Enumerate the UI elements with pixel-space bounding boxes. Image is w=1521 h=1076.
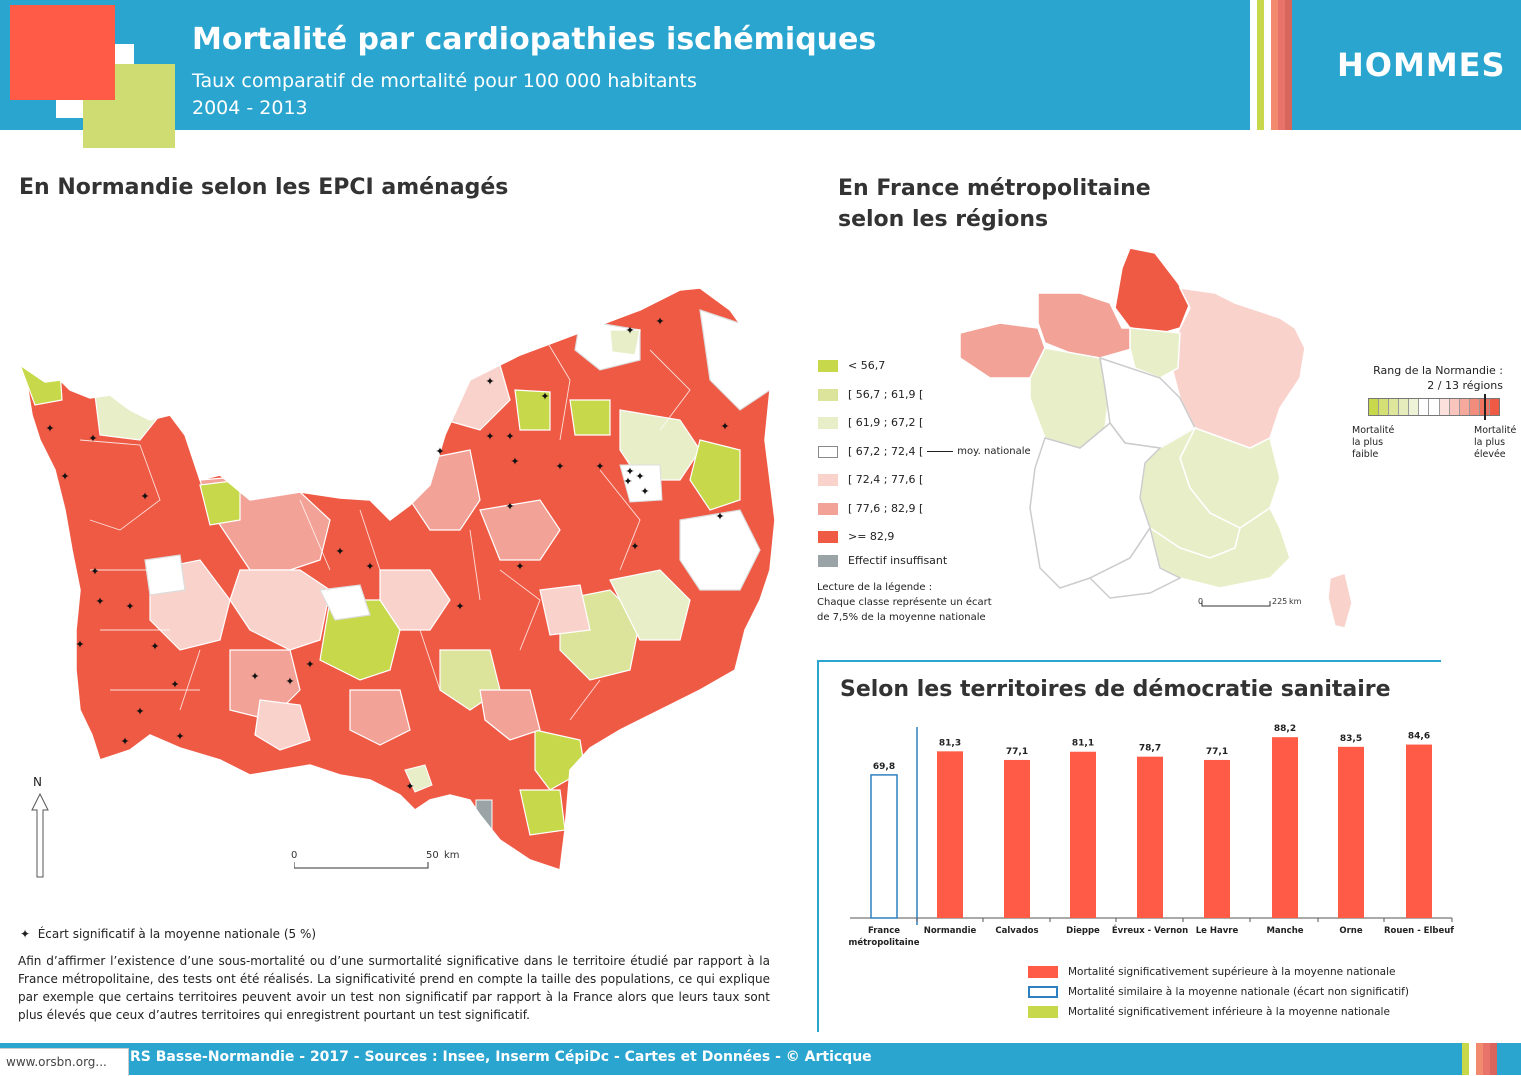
rank-low-label: Mortalité la plus faible <box>1352 425 1395 460</box>
bar-value-label-4: 78,7 <box>1138 743 1162 754</box>
category-label-5: Le Havre <box>1195 926 1239 936</box>
normandie-scale-end: 50 <box>426 850 439 861</box>
star-icon: ✦ <box>20 927 31 941</box>
normandie-epci-map <box>0 270 800 890</box>
significance-note: ✦ Écart significatif à la moyenne nationale (5 %) <box>20 927 317 941</box>
normandie-scale-unit: km <box>444 850 460 861</box>
rank-marker <box>1484 394 1486 420</box>
rank-value: 2 / 13 régions <box>1427 379 1503 392</box>
svg-text:✦: ✦ <box>285 675 295 688</box>
svg-text:✦: ✦ <box>88 432 98 445</box>
category-label-2: Calvados <box>995 926 1039 936</box>
legend-class-7: >= 82,9 <box>818 530 894 543</box>
svg-text:✦: ✦ <box>365 560 375 573</box>
svg-text:✦: ✦ <box>720 420 730 433</box>
legend-class-2: [ 56,7 ; 61,9 [ <box>818 388 923 401</box>
rank-title: Rang de la Normandie : 2 / 13 régions <box>1360 363 1503 393</box>
bar-value-label-3: 81,1 <box>1071 738 1095 749</box>
svg-text:✦: ✦ <box>120 735 130 748</box>
svg-text:✦: ✦ <box>125 600 135 613</box>
svg-text:✦: ✦ <box>305 658 315 671</box>
svg-text:✦: ✦ <box>595 460 605 473</box>
svg-text:✦: ✦ <box>715 510 725 523</box>
bar-8 <box>1406 745 1432 918</box>
legend-class-6: [ 77,6 ; 82,9 [ <box>818 502 923 515</box>
category-label-0: France <box>867 926 901 936</box>
bar-1 <box>937 751 963 918</box>
france-map-title-line1: En France métropolitaine <box>838 176 1151 201</box>
bar-6 <box>1272 737 1298 918</box>
national-average-label: moy. nationale <box>957 446 1031 457</box>
svg-text:✦: ✦ <box>90 565 100 578</box>
svg-text:✦: ✦ <box>640 485 650 498</box>
svg-text:✦: ✦ <box>630 540 640 553</box>
svg-text:✦: ✦ <box>60 470 70 483</box>
france-regions-map <box>950 248 1370 628</box>
legend-reading-note: Lecture de la légende : Chaque classe représente un écart de 7,5% de la moyenne nationale <box>817 582 992 623</box>
svg-text:✦: ✦ <box>635 470 645 483</box>
france-map-title-line2: selon les régions <box>838 207 1049 232</box>
header-logo-squares <box>0 0 220 150</box>
svg-text:✦: ✦ <box>175 730 185 743</box>
svg-text:✦: ✦ <box>625 324 635 337</box>
svg-text:✦: ✦ <box>95 595 105 608</box>
svg-text:✦: ✦ <box>505 430 515 443</box>
svg-text:✦: ✦ <box>75 638 85 651</box>
bar-value-label-6: 88,2 <box>1273 724 1297 735</box>
gender-label: HOMMES <box>1337 46 1506 84</box>
category-label-1: Normandie <box>923 926 977 936</box>
svg-text:✦: ✦ <box>510 455 520 468</box>
svg-text:✦: ✦ <box>485 430 495 443</box>
category-label-6: Manche <box>1266 926 1304 936</box>
footer-credits: RS Basse-Normandie - 2017 - Sources : Insee, Inserm CépiDc - Cartes et Données - © Articque <box>130 1049 872 1065</box>
legend-class-5: [ 72,4 ; 77,6 [ <box>818 473 923 486</box>
chart-legend-similar: Mortalité similaire à la moyenne nationale (écart non significatif) <box>1028 986 1409 998</box>
bar-value-label-0: 69,8 <box>872 761 896 772</box>
chart-legend-higher: Mortalité significativement supérieure à la moyenne nationale <box>1028 966 1395 978</box>
category-label-3: Dieppe <box>1066 926 1100 936</box>
bar-3 <box>1070 752 1096 918</box>
period-label: 2004 - 2013 <box>192 97 308 119</box>
page-subtitle: Taux comparatif de mortalité pour 100 000 habitants <box>192 70 697 92</box>
footer-color-stripes <box>1462 1043 1497 1075</box>
page-title: Mortalité par cardiopathies ischémiques <box>192 22 877 57</box>
svg-text:✦: ✦ <box>135 705 145 718</box>
normandie-scale-start: 0 <box>291 850 298 861</box>
svg-text:✦: ✦ <box>45 422 55 435</box>
bar-value-label-8: 84,6 <box>1407 731 1431 742</box>
bar-value-label-2: 77,1 <box>1005 746 1029 757</box>
category-label-8: Rouen - Elbeuf <box>1383 926 1455 936</box>
svg-text:✦: ✦ <box>455 600 465 613</box>
header-color-stripes <box>1250 0 1292 130</box>
status-url-text: www.orsbn.org... <box>6 1055 107 1069</box>
svg-text:✦: ✦ <box>335 545 345 558</box>
legend-class-8: Effectif insuffisant <box>818 554 947 567</box>
france-scale-start: 0 <box>1198 597 1204 606</box>
bar-value-label-7: 83,5 <box>1339 733 1363 744</box>
legend-class-3: [ 61,9 ; 67,2 [ <box>818 416 923 429</box>
bar-value-label-1: 81,3 <box>938 738 962 749</box>
rank-high-label: Mortalité la plus élevée <box>1474 425 1517 460</box>
methodology-text: Afin d’affirmer l’existence d’une sous-mortalité ou d’une surmortalité significative dans le territoire étudié par rapport à la France métropolitaine, des tests ont été réalisés. La significativité prend en compte la taille des populations, ce qui explique par exemple que certains territoires peuvent avoir un test non significatif par rapport à la France alors que leurs taux sont plus élevés que ceux d’autres territoires qui enregistrent pourtant un test significatif. <box>18 954 770 1022</box>
svg-text:✦: ✦ <box>140 490 150 503</box>
svg-text:✦: ✦ <box>405 780 415 793</box>
svg-text:✦: ✦ <box>655 315 665 328</box>
category-label-4: Évreux - Vernon <box>1111 926 1189 936</box>
svg-text:✦: ✦ <box>250 670 260 683</box>
legend-class-1: < 56,7 <box>818 359 885 372</box>
svg-text:✦: ✦ <box>170 678 180 691</box>
bar-value-label-5: 77,1 <box>1205 746 1229 757</box>
normandie-scale-bar <box>294 862 434 870</box>
svg-text:✦: ✦ <box>150 640 160 653</box>
territoires-chart-title: Selon les territoires de démocratie sanitaire <box>840 677 1391 702</box>
normandie-map-title: En Normandie selon les EPCI aménagés <box>19 175 509 200</box>
svg-text:✦: ✦ <box>540 390 550 403</box>
bar-5 <box>1204 760 1230 918</box>
bar-2 <box>1004 760 1030 918</box>
svg-text:✦: ✦ <box>625 465 635 478</box>
category-label-0: métropolitaine <box>848 938 920 948</box>
chart-legend-lower: Mortalité significativement inférieure à la moyenne nationale <box>1028 1006 1390 1018</box>
bar-0 <box>871 775 897 918</box>
svg-text:✦: ✦ <box>505 500 515 513</box>
svg-text:✦: ✦ <box>435 445 445 458</box>
bar-4 <box>1137 757 1163 918</box>
svg-text:✦: ✦ <box>485 375 495 388</box>
france-scale-unit: km <box>1289 597 1302 606</box>
category-label-7: Orne <box>1339 926 1363 936</box>
legend-class-4: [ 67,2 ; 72,4 [ moy. nationale <box>818 445 1031 458</box>
france-scale-end: 225 <box>1272 597 1288 606</box>
north-label: N <box>33 775 42 789</box>
svg-text:✦: ✦ <box>555 460 565 473</box>
svg-text:✦: ✦ <box>623 475 633 488</box>
rank-color-scale <box>1368 398 1500 416</box>
territoires-bar-chart <box>840 715 1460 955</box>
svg-text:✦: ✦ <box>515 560 525 573</box>
bar-7 <box>1338 747 1364 918</box>
